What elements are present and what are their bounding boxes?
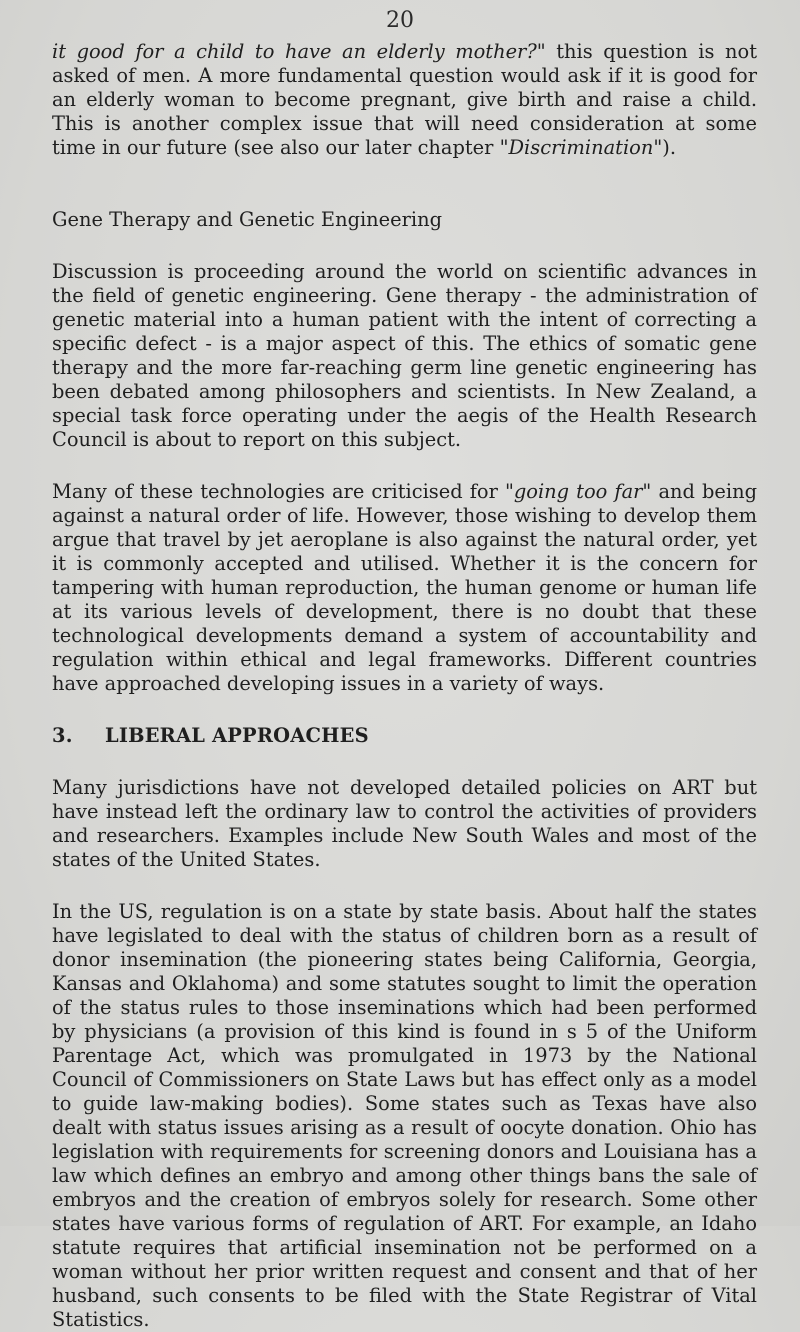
paragraph-gene-therapy: Discussion is proceeding around the world on scientific advances in the field of genetic engineering. Gene therapy - the administration of genetic material into a human patient with the intent of correcting a specific defect - is a major aspect of this. The ethics of somatic gene therapy and the more far-reaching germ line genetic engineering has been debated among philosophers and scientists. In New Zealand, a special task force operating under the aegis of the Health Research Council is about to report on this subject. [52, 260, 757, 451]
section-heading-liberal-approaches [52, 724, 757, 748]
page-content [52, 40, 757, 1332]
paragraph-continuation [52, 40, 757, 160]
section-title: LIBERAL APPROACHES [105, 724, 369, 747]
italic-chapter-reference: "Discrimination" [499, 136, 663, 159]
section-number: 3. [52, 724, 73, 747]
paragraph-text: Many of these technologies are criticised for " [52, 480, 514, 503]
page-number: 20 [386, 8, 414, 33]
italic-question: it good for a child to have an elderly mother?" [52, 40, 546, 63]
paragraph-text: this question is not asked of men. A more fundamental question would ask if it is good for an elderly woman to become pregnant, give birth and raise a child. This is another complex issue that will need consideration at some time in our future (see also our later chapter [52, 40, 757, 159]
paragraph-jurisdictions: Many jurisdictions have not developed detailed policies on ART but have instead left the ordinary law to control the activities of providers and researchers. Examples include New South Wales and most of the states of the United States. [52, 776, 757, 871]
paragraph-technologies [52, 480, 757, 696]
subheading-gene-therapy: Gene Therapy and Genetic Engineering [52, 208, 442, 231]
paragraph-text-rest: " and being against a natural order of life. However, those wishing to develop them argue that travel by jet aeroplane is also against the natural order, yet it is commonly accepted and utilised. Whether it is the concern for tampering with human reproduction, the human genome or human life at its various levels of development, there is no doubt that these technological developments demand a system of accountability and regulation within ethical and legal frameworks. Different countries have approached developing issues in a variety of ways. [52, 480, 757, 695]
paragraph-us-regulation: In the US, regulation is on a state by state basis. About half the states have legislated to deal with the status of children born as a result of donor insemination (the pioneering states being California, Georgia, Kansas and Oklahoma) and some statutes sought to limit the operation of the status rules to those inseminations which had been performed by physicians (a provision of this kind is found in s 5 of the Uniform Parentage Act, which was promulgated in 1973 by the National Council of Commissioners on State Laws but has effect only as a model to guide law-making bodies). Some states such as Texas have also dealt with status issues arising as a result of oocyte donation. Ohio has legislation with requirements for screening donors and Louisiana has a law which defines an embryo and among other things bans the sale of embryos and the creation of embryos solely for research. Some other states have various forms of regulation of ART. For example, an Idaho statute requires that artificial insemination not be performed on a woman without her prior written request and consent and that of her husband, such consents to be filed with the State Registrar of Vital Statistics. [52, 900, 757, 1331]
italic-going-too-far: going too far [513, 480, 643, 503]
paragraph-text-end: ). [662, 136, 676, 159]
